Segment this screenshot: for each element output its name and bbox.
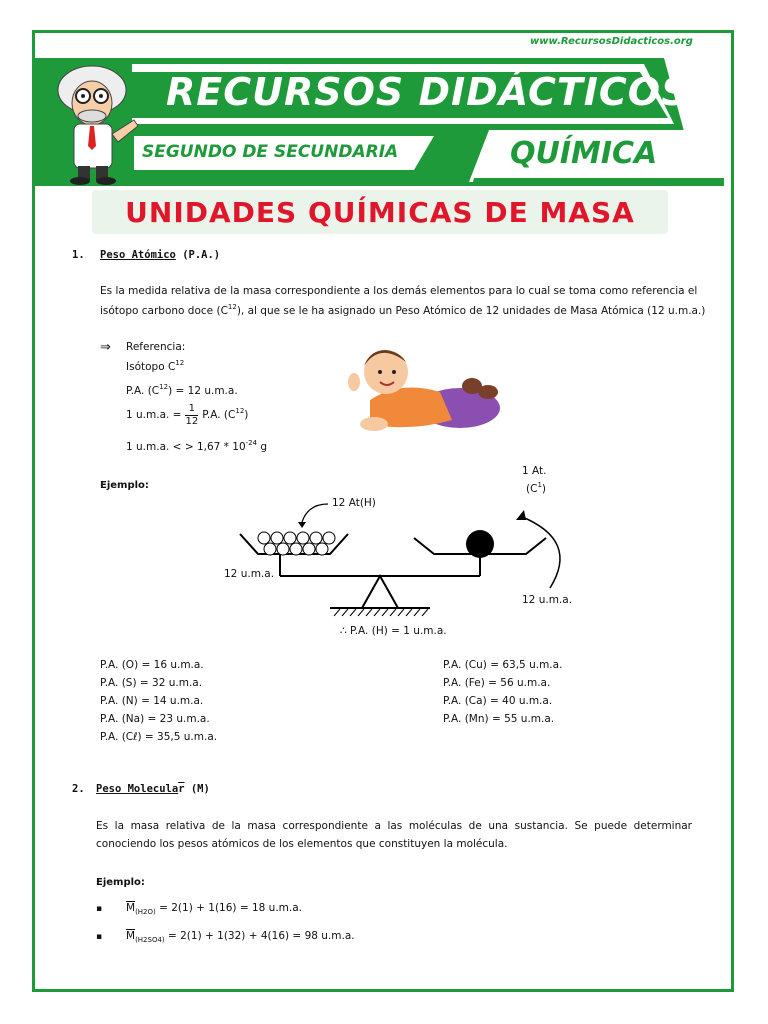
reference-label: Referencia: — [126, 341, 186, 353]
banner-grade: SEGUNDO DE SECUNDARIA — [142, 142, 399, 162]
list-item: P.A. (S) = 32 u.m.a. — [100, 677, 203, 689]
uma-definition: 1 u.m.a. = $\frac{1}{12}$ P.A. $(C^{12})$ — [126, 402, 249, 427]
section1-number: 1. — [72, 249, 85, 261]
molecular-weight-h2so4: $\overline{M}_{(H2SO4)} = 2(1) + 1(32) + 4(16) = 98$ u.m.a. — [126, 930, 355, 944]
list-item: P.A. (N) = 14 u.m.a. — [100, 695, 204, 707]
scale-conclusion: ∴ P.A. (H) = 1 u.m.a. — [340, 625, 447, 637]
pa-carbon-line: P.A. $(C^{12}) = 12$ u.m.a. — [126, 383, 238, 397]
banner-brand: RECURSOS DIDÁCTICOS — [166, 70, 690, 114]
bullet-icon: ▪ — [96, 932, 103, 942]
implies-arrow: ⇒ — [100, 340, 111, 355]
list-item: P.A. (Fe) = 56 u.m.a. — [443, 677, 551, 689]
page-title: UNIDADES QUÍMICAS DE MASA — [92, 190, 668, 234]
site-url: www.RecursosDidacticos.org — [530, 36, 693, 47]
list-item: P.A. (Cu) = 63,5 u.m.a. — [443, 659, 563, 671]
list-item: P.A. (O) = 16 u.m.a. — [100, 659, 204, 671]
list-item: P.A. (Na) = 23 u.m.a. — [100, 713, 210, 725]
scale-right-top-label2: $(C^1)$ — [526, 481, 547, 495]
section1-definition-line1: Es la medida relativa de la masa correspondiente a los demás elementos para lo cual se toma como referencia el — [100, 285, 698, 297]
example-label-1: Ejemplo: — [100, 480, 149, 491]
isotope-line: Isótopo $C^{12}$ — [126, 359, 185, 373]
boy-illustration — [340, 340, 504, 436]
list-item: P.A. (Cℓ) = 35,5 u.m.a. — [100, 731, 218, 743]
atomic-weights-left — [100, 658, 217, 745]
section1-definition-line2: isótopo carbono doce $(C^{12})$, al que se le ha asignado un Peso Atómico de 12 unidades de Masa Atómica (12 u.m.a.) — [100, 303, 706, 317]
section2-definition-line1: Es la masa relativa de la masa correspondiente a las moléculas de una sustancia. Se puede determinar — [96, 820, 692, 832]
scale-left-top-label: 12 At(H) — [332, 497, 376, 509]
uma-conversion: 1 u.m.a. < > $1,67 * 10^{-24}$ g — [126, 439, 268, 453]
atomic-weights-right — [443, 658, 562, 727]
bullet-icon: ▪ — [96, 904, 103, 914]
section1-heading: Peso Atómico (P.A.) — [100, 249, 221, 261]
scale-left-label: 12 u.m.a. — [224, 568, 275, 580]
section2-number: 2. — [72, 783, 85, 795]
molecular-weight-h2o: $\overline{M}_{(H2O)} = 2(1) + 1(16) = 18$ u.m.a. — [126, 902, 303, 916]
section2-definition-line2: conociendo los pesos atómicos de los elementos que constituyen la molécula. — [96, 838, 508, 850]
banner-subject: QUÍMICA — [510, 136, 658, 171]
section2-heading: Peso $Molecula\overline{r}$ (M) — [96, 783, 210, 795]
list-item: P.A. (Mn) = 55 u.m.a. — [443, 713, 555, 725]
list-item: P.A. (Ca) = 40 u.m.a. — [443, 695, 553, 707]
example-label-2: Ejemplo: — [96, 877, 145, 888]
scale-right-label: 12 u.m.a. — [522, 594, 573, 606]
scale-right-top-label1: 1 At. — [522, 465, 547, 477]
